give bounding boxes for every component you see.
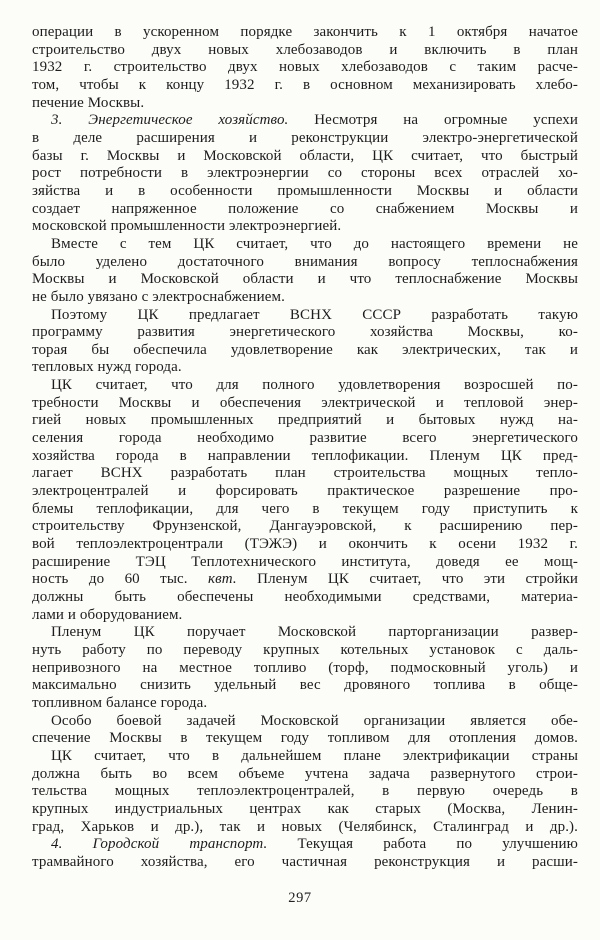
paragraph [32,836,578,871]
text-line [32,483,578,501]
text-run: электроцентралей и форсировать практическое разрешение про- [32,483,578,500]
text-run: московской промышленности электроэнергией. [32,218,342,235]
text-run: требности Москвы и обеспечения электрической и тепловой энер- [32,394,578,411]
text-line [32,201,578,219]
text-run: в деле расширения и реконструкции электро-энергетической [32,129,578,146]
text-run: ЦК считает, что в дальнейшем плане электрификации страны [51,747,578,764]
document-text [32,24,578,872]
text-line [32,307,578,325]
text-line [32,95,578,113]
text-line [32,571,578,589]
text-line [32,642,578,660]
text-line [32,271,578,289]
text-run: лагает ВСНХ разработать план строительства мощных тепло- [32,465,578,482]
text-run: операции в ускоренном порядке закончить к 1 октября начатое [32,24,578,40]
text-line [32,854,578,872]
text-run: Вместе с тем ЦК считает, что до настоящего времени не [51,235,578,252]
text-run: рост потребности в электроэнергии со стороны всех отраслей хо- [32,165,578,182]
text-line [32,819,578,837]
text-line [32,713,578,731]
text-line [32,607,578,625]
text-line [32,465,578,483]
italic-text-run: 4. Городской транспорт. [51,836,268,853]
text-run: Текущая работа по улучшению [267,836,578,853]
text-line [32,324,578,342]
text-run: должны быть обеспечены необходимыми средствами, материа- [32,589,578,605]
text-line [32,236,578,254]
text-line [32,218,578,236]
text-line [32,448,578,466]
text-line [32,59,578,77]
paragraph [32,377,578,624]
text-line [32,42,578,60]
text-run: создает напряженное положение со снабжением Москвы и [32,200,578,217]
text-run: том, чтобы к концу 1932 г. в основном механизировать хлебо- [32,76,578,93]
text-line [32,395,578,413]
text-run: программу развития энергетического хозяйства Москвы, ко- [32,324,578,341]
text-run: базы г. Москвы и Московской области, ЦК считает, что быстрый [32,147,578,164]
text-run: зяйства и в особенности промышленности Москвы и области [32,182,578,199]
text-run: Несмотря на огромные успехи [288,112,578,129]
page-number: 297 [288,890,312,906]
text-run: Москвы и Московской области и что теплоснабжение Москвы [32,271,578,288]
text-run: тепловых нужд города. [32,359,182,376]
text-run: вой теплоэлектроцентрали (ТЭЖЭ) и окончить к осени 1932 г. [32,536,578,553]
italic-text-run: квт. [208,571,237,588]
text-line [32,148,578,166]
text-line [32,377,578,395]
text-run: нуть работу по переводу крупных котельных установок с даль- [32,641,578,658]
text-run: расширение ТЭЦ Теплотехнического института, доведя ее мощ- [32,553,578,570]
text-run: Поэтому ЦК предлагает ВСНХ СССР разработать такую [51,306,578,323]
text-line [32,695,578,713]
text-line [32,660,578,678]
text-run: блемы теплофикации, для чего в текущем году приступить к [32,500,578,517]
text-run: Особо боевой задачей Московской организации является обе- [51,712,578,729]
text-line [32,766,578,784]
text-line [32,289,578,307]
paragraph [32,24,578,112]
text-run: Пленум ЦК поручает Московской парторганизации развер- [51,624,578,641]
text-run: хозяйства города в направлении теплофикации. Пленум ЦК пред- [32,447,578,464]
text-run: спечение Москвы в текущем году топливом для отопления домов. [32,730,578,747]
text-run: тельства мощных теплоэлектроцентралей, в первую очередь в [32,783,578,800]
text-run: должна быть во всем объеме учтена задача развернутого строи- [32,765,578,782]
paragraph [32,748,578,836]
paragraph [32,713,578,748]
paragraph [32,307,578,378]
text-run: торая бы обеспечила удовлетворение как электрических, так и [32,341,578,358]
text-run: было уделено достаточного внимания вопросу теплоснабжения [32,253,578,270]
text-run: строительству Фрунзенской, Дангауэровской, к расширению пер- [32,518,578,535]
text-line [32,112,578,130]
text-line [32,501,578,519]
text-run: ЦК считает, что для полного удовлетворения возросшей по- [51,377,578,394]
text-run: строительство двух новых хлебозаводов и включить в план [32,41,578,58]
text-run: не было увязано с электроснабжением. [32,288,285,305]
text-line [32,24,578,42]
text-line [32,165,578,183]
text-run: топливном балансе города. [32,694,208,711]
text-run: 1932 г. строительство двух новых хлебозаводов с таким расче- [32,59,578,76]
text-line [32,430,578,448]
text-run: гией новых промышленных предприятий и бытовых нужд на- [32,412,578,429]
text-line [32,518,578,536]
text-line [32,183,578,201]
text-line [32,554,578,572]
text-line [32,77,578,95]
text-line [32,254,578,272]
text-line [32,342,578,360]
text-run: ность до 60 тыс. [32,571,209,588]
text-run: лами и оборудованием. [32,606,183,623]
text-line [32,589,578,607]
text-run: трамвайного хозяйства, его частичная реконструкция и расши- [32,853,578,870]
italic-text-run: 3. Энергетическое хозяйство. [51,112,289,129]
text-line [32,536,578,554]
paragraph [32,624,578,712]
paragraph [32,236,578,307]
text-line [32,801,578,819]
text-line [32,836,578,854]
text-run: печение Москвы. [32,94,145,111]
text-line [32,748,578,766]
text-line [32,624,578,642]
text-run: крупных индустриальных центрах как старых (Москва, Ленин- [32,800,578,817]
text-line [32,730,578,748]
text-line [32,412,578,430]
text-line [32,130,578,148]
text-line [32,783,578,801]
text-run: максимально снизить удельный вес дровяного топлива в обще- [32,677,578,694]
text-run: селения города необходимо развитие всего энергетического [32,430,578,447]
text-line [32,677,578,695]
text-run: град, Харьков и др.), так и новых (Челябинск, Сталинград и др.). [32,818,578,835]
text-run: Пленум ЦК считает, что эти стройки [236,571,578,588]
paragraph [32,112,578,236]
text-run: непривозного на местное топливо (торф, подмосковный уголь) и [32,659,578,676]
text-line [32,359,578,377]
